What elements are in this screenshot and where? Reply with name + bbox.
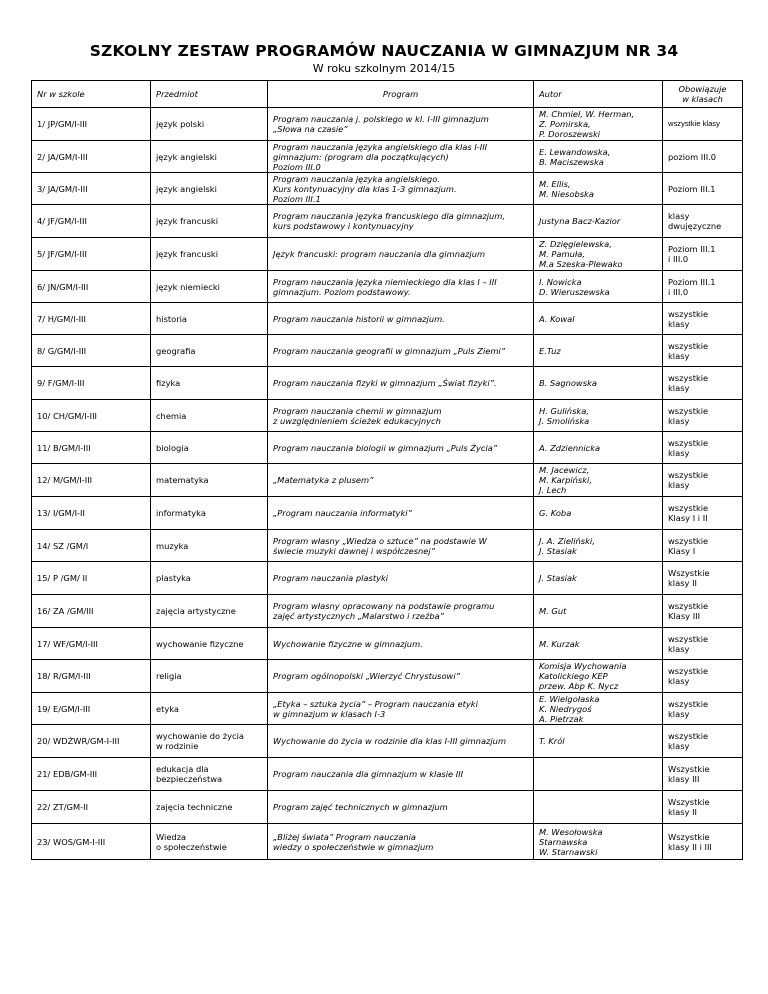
cell-program-line: Program nauczania dla gimnazjum w klasie III	[273, 769, 464, 779]
cell-author-line: H. Gulińska,	[539, 405, 589, 416]
table-body	[32, 108, 743, 860]
cell-author	[534, 791, 663, 824]
cell-subject-line: muzyka	[156, 540, 189, 551]
cell-subject	[151, 141, 268, 173]
cell-classes-line: wszystkie	[668, 698, 709, 709]
cell-program	[268, 562, 534, 595]
cell-program	[268, 432, 534, 464]
cell-author-line: A. Kowal	[539, 313, 575, 324]
cell-author	[534, 693, 663, 725]
cell-classes-line: dwujęzyczne	[668, 221, 722, 231]
cell-program-line: Program własny opracowany na podstawie programu	[273, 601, 495, 611]
cell-classes-line: klasy	[668, 708, 690, 719]
header-classes-line: w klasach	[682, 94, 723, 104]
cell-classes	[663, 173, 743, 205]
cell-program-line: Wychowanie fizyczne w gimnazjum.	[273, 638, 423, 649]
cell-classes-line: Wszystkie	[668, 831, 710, 842]
cell-author-line: T. Król	[539, 736, 565, 746]
cell-author	[534, 628, 663, 660]
cell-classes-line: Wszystkie	[668, 764, 710, 774]
cell-program-line: gimnazjum: (program dla początkujących)	[273, 151, 449, 162]
cell-subject	[151, 400, 268, 432]
cell-classes-line: klasy II	[668, 807, 697, 817]
cell-program	[268, 335, 534, 367]
cell-classes	[663, 238, 743, 271]
cell-classes	[663, 205, 743, 238]
cell-program-line: gimnazjum. Poziom podstawowy.	[273, 286, 411, 297]
cell-nr: 13/ I/GM/I-II	[32, 497, 151, 530]
cell-author	[534, 595, 663, 628]
cell-program	[268, 497, 534, 530]
cell-subject-line: religia	[156, 671, 182, 681]
cell-nr: 12/ M/GM/I-III	[32, 464, 151, 497]
cell-subject-line: Wiedza	[156, 831, 187, 842]
cell-author-line: M. Kurzak	[539, 638, 580, 649]
cell-author-line: K. Niedrygoś	[539, 703, 592, 714]
cell-author-line: P. Doroszewski	[539, 129, 601, 139]
cell-program-line: Poziom III.1	[273, 193, 321, 204]
cell-program	[268, 173, 534, 205]
cell-author	[534, 725, 663, 758]
cell-subject-line: chemia	[156, 410, 187, 421]
document-title: SZKOLNY ZESTAW PROGRAMÓW NAUCZANIA W GIMNAZJUM NR 34	[89, 42, 679, 60]
table-row	[32, 173, 743, 205]
cell-classes	[663, 400, 743, 432]
cell-subject	[151, 432, 268, 464]
cell-subject	[151, 108, 268, 141]
cell-author	[534, 141, 663, 173]
cell-classes-line: klasy	[668, 447, 690, 458]
cell-author-line: Komisja Wychowania	[539, 661, 627, 671]
cell-program	[268, 141, 534, 173]
cell-classes-line: wszystkie	[668, 405, 709, 416]
cell-classes-line: Poziom III.1	[668, 244, 716, 254]
cell-subject-line: fizyka	[156, 378, 181, 388]
cell-classes-line: wszystkie	[668, 633, 709, 644]
table-row	[32, 497, 743, 530]
cell-subject-line: historia	[156, 313, 188, 324]
cell-program-line: „Etyka – sztuka życia” – Program nauczania etyki	[273, 698, 478, 709]
cell-nr: 1/ JP/GM/I-III	[32, 108, 151, 141]
cell-author	[534, 497, 663, 530]
cell-nr: 11/ B/GM/I-III	[32, 432, 151, 464]
cell-nr: 6/ JN/GM/I-III	[32, 271, 151, 303]
cell-subject-line: wychowanie do życia	[156, 731, 244, 741]
cell-subject-line: język polski	[156, 119, 205, 129]
cell-author	[534, 432, 663, 464]
header-program: Program	[268, 81, 534, 108]
cell-program	[268, 367, 534, 400]
cell-author	[534, 824, 663, 860]
cell-nr: 22/ ZT/GM-II	[32, 791, 151, 824]
cell-subject	[151, 758, 268, 791]
cell-program-line: Program ogólnopolski „Wierzyć Chrystusowi”	[273, 671, 460, 681]
cell-subject	[151, 205, 268, 238]
cell-classes-line: Klasy I	[668, 545, 696, 556]
cell-classes-line: Klasy I i II	[668, 513, 708, 523]
cell-classes-line: klasy	[668, 643, 690, 654]
cell-author	[534, 530, 663, 562]
cell-subject-line: o społeczeństwie	[156, 841, 227, 852]
cell-program-line: Program nauczania geografii w gimnazjum „Puls Ziemi”	[273, 345, 506, 356]
table-row	[32, 238, 743, 271]
cell-subject	[151, 238, 268, 271]
cell-author	[534, 335, 663, 367]
cell-author-line: J. A. Zieliński,	[539, 535, 595, 546]
cell-program-line: Program nauczania plastyki	[273, 573, 389, 583]
cell-subject	[151, 303, 268, 335]
cell-program	[268, 595, 534, 628]
cell-classes-line: Wszystkie	[668, 797, 710, 807]
cell-program-line: Język francuski: program nauczania dla gimnazjum	[273, 249, 486, 259]
cell-nr: 10/ CH/GM/I-III	[32, 400, 151, 432]
cell-author-line: M. Pamuła,	[539, 249, 585, 259]
cell-author	[534, 238, 663, 271]
cell-author-line: J. Stasiak	[539, 573, 577, 583]
cell-author	[534, 271, 663, 303]
cell-author-line: A. Zdziennicka	[539, 442, 601, 453]
cell-classes-line: klasy	[668, 741, 690, 751]
cell-nr: 7/ H/GM/I-III	[32, 303, 151, 335]
cell-nr: 9/ F/GM/I-III	[32, 367, 151, 400]
cell-classes-line: wszystkie	[668, 601, 709, 611]
table-row	[32, 367, 743, 400]
cell-program	[268, 108, 534, 141]
cell-classes-line: wszystkie	[668, 470, 709, 480]
cell-author	[534, 367, 663, 400]
cell-classes-line: klasy	[668, 415, 690, 426]
cell-classes	[663, 497, 743, 530]
cell-program-line: Program zajęć technicznych w gimnazjum	[273, 802, 448, 812]
cell-author	[534, 758, 663, 791]
cell-author	[534, 205, 663, 238]
cell-classes	[663, 141, 743, 173]
table-row	[32, 464, 743, 497]
cell-classes-line: wszystkie klasy	[668, 119, 720, 128]
cell-subject	[151, 791, 268, 824]
cell-classes-line: wszystkie	[668, 503, 709, 513]
cell-author-line: Justyna Bacz-Kazior	[539, 216, 621, 226]
cell-classes-line: Wszystkie	[668, 568, 710, 578]
cell-classes-line: poziom III.0	[668, 151, 717, 162]
cell-author-line: M. Karpiński,	[539, 475, 592, 485]
cell-nr: 2/ JA/GM/I-III	[32, 141, 151, 173]
cell-author-line: A. Pietrzak	[539, 713, 584, 724]
table-row	[32, 725, 743, 758]
cell-subject-line: biologia	[156, 442, 189, 453]
cell-program-line: Program nauczania języka francuskiego dla gimnazjum,	[273, 211, 506, 221]
cell-subject	[151, 367, 268, 400]
cell-author	[534, 303, 663, 335]
programs-table	[31, 80, 743, 860]
header-classes	[663, 81, 743, 108]
cell-classes-line: klasy II	[668, 578, 697, 588]
cell-author-line: M. Ellis,	[539, 178, 571, 189]
cell-nr: 4/ JF/GM/I-III	[32, 205, 151, 238]
table-row	[32, 141, 743, 173]
cell-program-line: Poziom III.0	[273, 161, 321, 172]
table-row	[32, 271, 743, 303]
cell-subject	[151, 725, 268, 758]
cell-author-line: G. Koba	[539, 508, 572, 518]
cell-classes-line: Klasy III	[668, 611, 701, 621]
cell-classes	[663, 660, 743, 693]
cell-program-line: „Matematyka z plusem”	[273, 475, 374, 485]
cell-program-line: Program nauczania języka angielskiego.	[273, 173, 440, 184]
cell-program	[268, 530, 534, 562]
cell-subject-line: zajęcia artystyczne	[156, 606, 236, 616]
cell-author-line: Z. Pomirska,	[539, 119, 591, 129]
cell-subject	[151, 464, 268, 497]
cell-program-line: Program nauczania fizyki w gimnazjum „Świat fizyki”.	[273, 378, 497, 388]
cell-nr: 20/ WDŻWR/GM-I-III	[32, 725, 151, 758]
table-row	[32, 303, 743, 335]
cell-nr: 17/ WF/GM/I-III	[32, 628, 151, 660]
table-row	[32, 824, 743, 860]
cell-program-line: Program nauczania chemii w gimnazjum	[273, 405, 442, 416]
cell-classes-line: i III.0	[668, 286, 689, 297]
cell-author-line: B. Maciszewska	[539, 156, 604, 167]
cell-classes	[663, 432, 743, 464]
cell-classes	[663, 628, 743, 660]
cell-program-line: Program własny „Wiedza o sztuce” na podstawie W	[273, 535, 487, 546]
table-row	[32, 595, 743, 628]
cell-author	[534, 464, 663, 497]
cell-author-line: przew. Abp K. Nycz	[539, 681, 619, 691]
cell-program	[268, 824, 534, 860]
cell-classes	[663, 725, 743, 758]
cell-program	[268, 464, 534, 497]
cell-author-line: J. Stasiak	[539, 545, 577, 556]
cell-classes-line: wszystkie	[668, 731, 709, 741]
cell-author-line: M. Gut	[539, 606, 567, 616]
cell-subject-line: matematyka	[156, 475, 209, 485]
cell-subject-line: zajęcia techniczne	[156, 802, 233, 812]
table-row	[32, 205, 743, 238]
cell-classes	[663, 791, 743, 824]
cell-author-line: M. Jacewicz,	[539, 465, 590, 475]
cell-program-line: wiedzy o społeczeństwie w gimnazjum	[273, 841, 434, 852]
cell-program	[268, 238, 534, 271]
cell-subject-line: język francuski	[156, 216, 219, 226]
header-classes-line: Obowiązuje	[678, 84, 727, 94]
table-row	[32, 562, 743, 595]
header-subject: Przedmiot	[151, 81, 268, 108]
cell-classes-line: wszystkie	[668, 373, 709, 383]
cell-author	[534, 562, 663, 595]
cell-author-line: M.a Szeska-Plewako	[539, 259, 623, 269]
table-row	[32, 335, 743, 367]
cell-classes-line: wszystkie	[668, 308, 709, 319]
cell-classes-line: klasy	[668, 480, 690, 490]
cell-classes	[663, 562, 743, 595]
cell-program-line: Program nauczania biologii w gimnazjum „Puls Życia”	[273, 442, 498, 453]
cell-nr: 21/ EDB/GM-III	[32, 758, 151, 791]
table-row	[32, 530, 743, 562]
cell-subject-line: wychowanie fizyczne	[156, 638, 244, 649]
cell-program	[268, 271, 534, 303]
cell-author-line: E.Tuz	[539, 345, 561, 356]
cell-program-line: Program nauczania języka niemieckiego dla klas I – III	[273, 276, 497, 287]
cell-author-line: E. Lewandowska,	[539, 146, 611, 157]
cell-program-line: kurs podstawowy i kontynuacyjny	[273, 221, 414, 231]
cell-program	[268, 205, 534, 238]
cell-subject-line: język niemiecki	[156, 281, 220, 292]
cell-program-line: „Bliżej świata” Program nauczania	[273, 831, 416, 842]
cell-classes	[663, 271, 743, 303]
cell-author-line: D. Wieruszewska	[539, 286, 610, 297]
cell-program	[268, 758, 534, 791]
table-header-row	[32, 81, 743, 108]
cell-classes	[663, 595, 743, 628]
cell-author	[534, 108, 663, 141]
cell-classes	[663, 758, 743, 791]
cell-classes-line: Poziom III.1	[668, 183, 716, 194]
cell-classes	[663, 108, 743, 141]
cell-author-line: W. Starnawski	[539, 846, 598, 857]
cell-subject	[151, 660, 268, 693]
cell-author	[534, 400, 663, 432]
cell-classes-line: klasy III	[668, 774, 700, 784]
cell-classes-line: klasy II i III	[668, 841, 712, 852]
cell-author-line: E. Wielgołaska	[539, 693, 600, 704]
header-nr: Nr w szkole	[32, 81, 151, 108]
cell-author-line: Z. Dzięgielewska,	[539, 239, 612, 249]
table-row	[32, 432, 743, 464]
cell-program-line: „Program nauczania informatyki”	[273, 508, 412, 518]
cell-subject-line: język angielski	[156, 183, 217, 194]
cell-author	[534, 660, 663, 693]
cell-author-line: J. Smolińska	[539, 415, 590, 426]
cell-subject	[151, 173, 268, 205]
cell-nr: 23/ WOS/GM-I-III	[32, 824, 151, 860]
table-row	[32, 693, 743, 725]
cell-subject-line: język angielski	[156, 151, 217, 162]
cell-subject	[151, 497, 268, 530]
cell-author	[534, 173, 663, 205]
table-row	[32, 791, 743, 824]
cell-author-line: I. Nowicka	[539, 276, 582, 287]
cell-nr: 8/ G/GM/I-III	[32, 335, 151, 367]
cell-program	[268, 660, 534, 693]
cell-subject-line: plastyka	[156, 573, 191, 583]
cell-subject-line: bezpieczeństwa	[156, 774, 223, 784]
cell-subject	[151, 824, 268, 860]
cell-classes-line: klasy	[668, 318, 690, 329]
cell-classes-line: wszystkie	[668, 340, 709, 351]
cell-author-line: Katolickiego KEP	[539, 671, 608, 681]
cell-classes	[663, 693, 743, 725]
cell-classes	[663, 530, 743, 562]
table-row	[32, 758, 743, 791]
table-row	[32, 628, 743, 660]
cell-program-line: Program nauczania historii w gimnazjum.	[273, 313, 445, 324]
cell-subject-line: w rodzinie	[156, 741, 199, 751]
cell-subject-line: geografia	[156, 345, 196, 356]
cell-subject	[151, 595, 268, 628]
cell-classes	[663, 303, 743, 335]
cell-subject	[151, 335, 268, 367]
cell-subject	[151, 628, 268, 660]
cell-nr: 15/ P /GM/ II	[32, 562, 151, 595]
cell-classes-line: klasy	[668, 211, 690, 221]
cell-classes-line: i III.0	[668, 254, 689, 264]
cell-nr: 14/ SZ /GM/I	[32, 530, 151, 562]
cell-nr: 19/ E/GM/I-III	[32, 693, 151, 725]
cell-program-line: z uwzględnieniem ścieżek edukacyjnych	[273, 415, 441, 426]
cell-program	[268, 303, 534, 335]
cell-subject	[151, 562, 268, 595]
cell-classes-line: wszystkie	[668, 666, 709, 676]
cell-classes-line: klasy	[668, 676, 690, 686]
cell-author-line: B. Sagnowska	[539, 378, 597, 388]
cell-program-line: „Słowa na czasie”	[273, 124, 348, 134]
cell-classes-line: wszystkie	[668, 535, 709, 546]
cell-program-line: w gimnazjum w klasach I-3	[273, 708, 386, 719]
cell-nr: 18/ R/GM/I-III	[32, 660, 151, 693]
cell-program	[268, 628, 534, 660]
cell-classes-line: wszystkie	[668, 437, 709, 448]
cell-subject-line: język francuski	[156, 249, 219, 259]
cell-program-line: zajęć artystycznych „Malarstwo i rzeźba”	[273, 611, 444, 621]
cell-subject-line: etyka	[156, 703, 180, 714]
cell-author-line: J. Lech	[539, 485, 567, 495]
table-row	[32, 400, 743, 432]
cell-nr: 16/ ZA /GM/III	[32, 595, 151, 628]
cell-subject	[151, 693, 268, 725]
cell-program-line: świecie muzyki dawnej i współczesnej”	[273, 545, 436, 556]
cell-subject-line: informatyka	[156, 508, 206, 518]
cell-program	[268, 791, 534, 824]
table-row	[32, 108, 743, 141]
cell-classes-line: klasy	[668, 350, 690, 361]
cell-program-line: Program nauczania języka angielskiego dla klas I-III	[273, 141, 488, 152]
table-row	[32, 660, 743, 693]
cell-program-line: Wychowanie do życia w rodzinie dla klas I-III gimnazjum	[273, 736, 507, 746]
cell-subject	[151, 530, 268, 562]
header-author: Autor	[534, 81, 663, 108]
cell-classes	[663, 464, 743, 497]
cell-program	[268, 693, 534, 725]
cell-classes	[663, 367, 743, 400]
cell-nr: 3/ JA/GM/I-III	[32, 173, 151, 205]
cell-author-line: M. Niesobska	[539, 188, 594, 199]
cell-subject	[151, 271, 268, 303]
cell-author-line: M. Chmiel, W. Herman,	[539, 109, 635, 119]
cell-program	[268, 400, 534, 432]
cell-subject-line: edukacja dla	[156, 764, 209, 774]
cell-nr: 5/ JF/GM/I-III	[32, 238, 151, 271]
cell-program-line: Program nauczania j. polskiego w kl. I-III gimnazjum	[273, 114, 489, 124]
cell-classes	[663, 335, 743, 367]
cell-classes-line: klasy	[668, 383, 690, 393]
document-subtitle: W roku szkolnym 2014/15	[312, 62, 456, 75]
cell-classes-line: Poziom III.1	[668, 276, 716, 287]
cell-program-line: Kurs kontynuacyjny dla klas 1-3 gimnazjum.	[273, 183, 457, 194]
cell-author-line: Starnawska	[539, 836, 588, 847]
cell-classes	[663, 824, 743, 860]
cell-program	[268, 725, 534, 758]
cell-author-line: M. Wesołowska	[539, 826, 603, 837]
